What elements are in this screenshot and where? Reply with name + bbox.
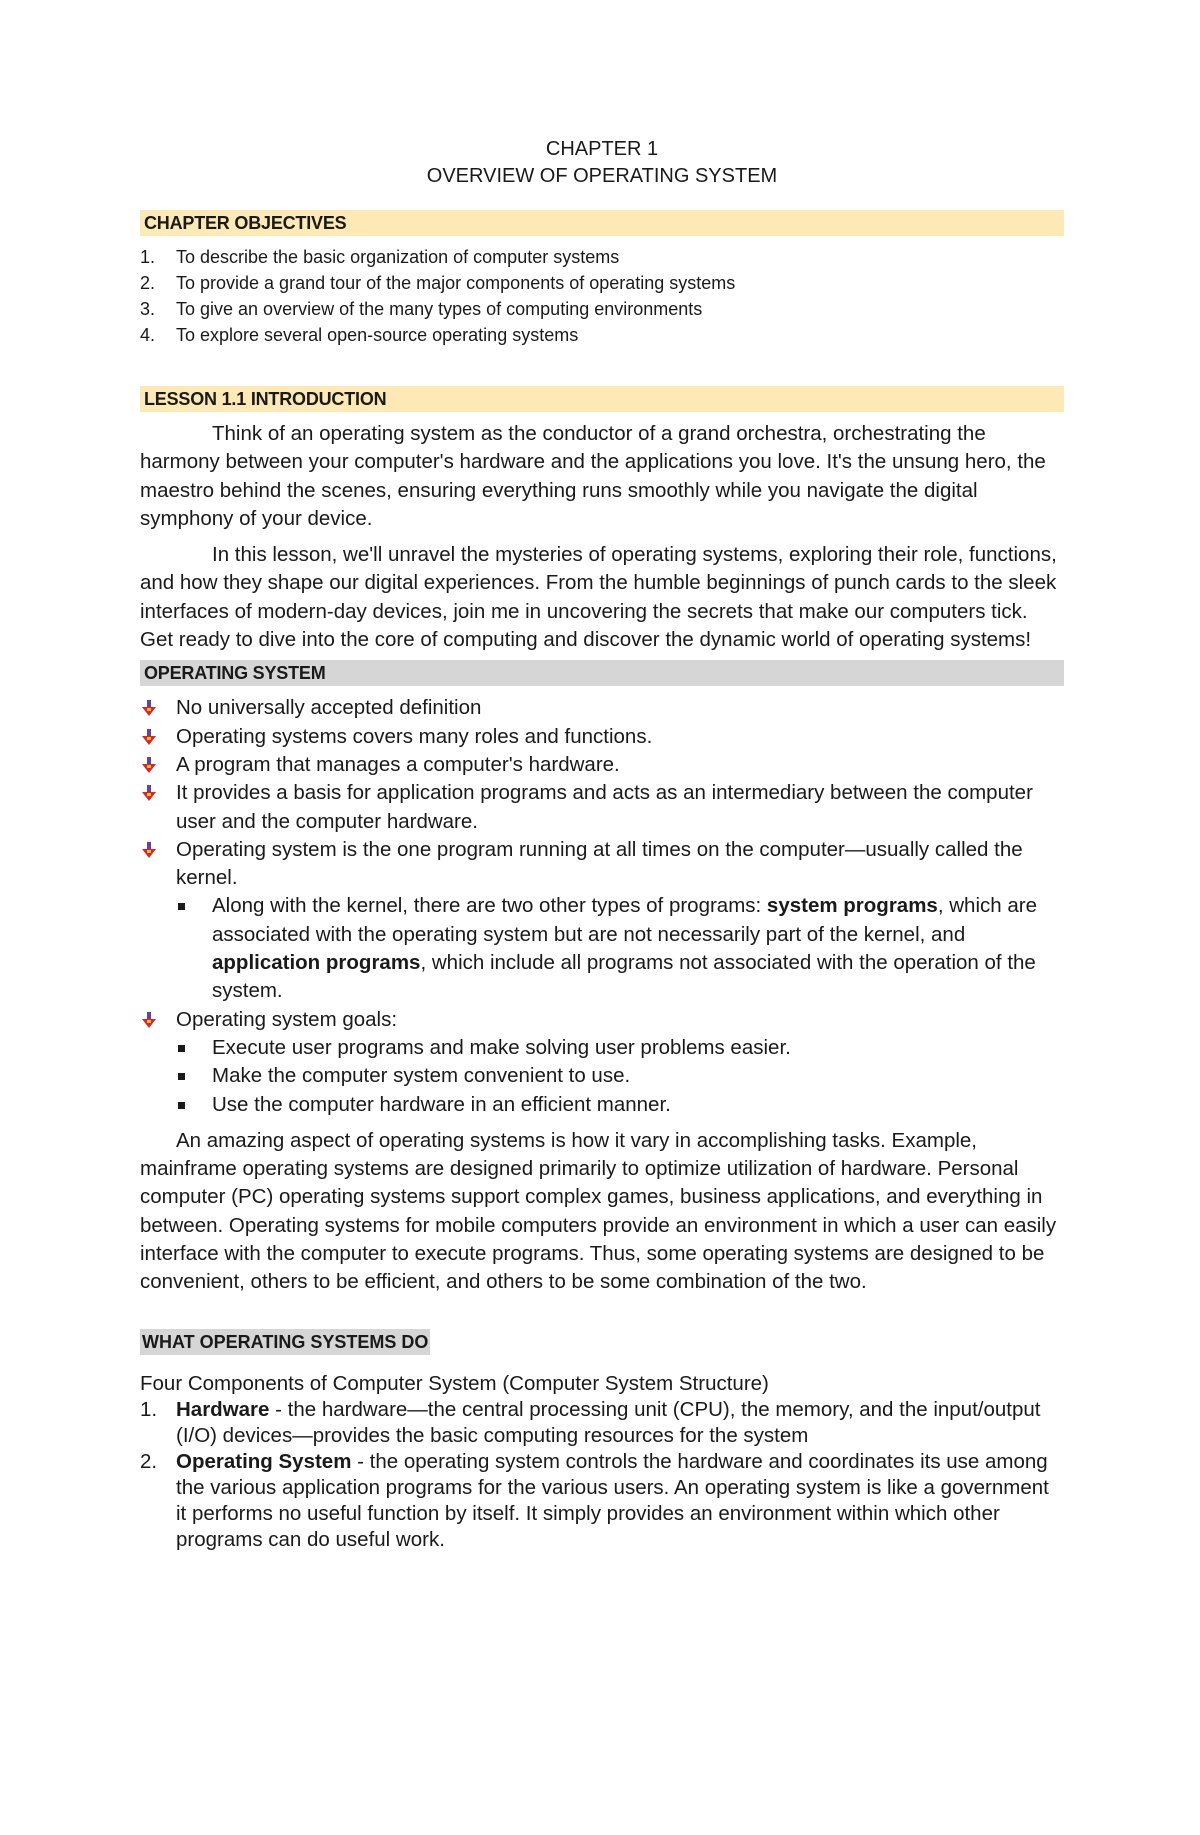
- list-item: Make the computer system convenient to use.: [176, 1062, 1064, 1090]
- down-arrow-icon: [140, 728, 158, 746]
- document-content: [140, 136, 1064, 1553]
- list-item: 3. To give an overview of the many types of computing environments: [140, 299, 703, 319]
- system-programs-term: system programs: [766, 894, 938, 918]
- kernel-sublist: [176, 892, 1064, 1005]
- chapter-number: CHAPTER 1: [545, 138, 659, 160]
- down-arrow-icon: [140, 784, 158, 802]
- list-item: 2. Operating System - the operating system controls the hardware and coordinates its use among the various application programs for the various users. An operating system is like a government it performs no useful function by itself. It simply provides an environment within which other programs can do useful work.: [140, 1449, 1049, 1551]
- what-heading: WHAT OPERATING SYSTEMS DO: [140, 1329, 430, 1355]
- list-item: Operating system goals: Execute user programs and make solving user problems easier. Make the computer system convenient to use. Use the computer hardware in an efficient manner.: [140, 1006, 1064, 1119]
- list-item: A program that manages a computer's hardware.: [140, 751, 1064, 779]
- lesson-paragraph-1: Think of an operating system as the conductor of a grand orchestra, orchestrating the harmony between your computer's hardware and the applications you love. It's the unsung hero, the maestro behind the scenes, ensuring everything runs smoothly while you navigate the digital symphony of your device.: [140, 422, 1046, 530]
- list-item: 2. To provide a grand tour of the major components of operating systems: [140, 273, 736, 293]
- square-bullet-icon: [178, 1102, 185, 1109]
- os-heading: OPERATING SYSTEM: [140, 660, 1064, 686]
- down-arrow-icon: [140, 1011, 158, 1029]
- application-programs-term: application programs: [212, 951, 421, 975]
- square-bullet-icon: [178, 1045, 185, 1052]
- list-item: It provides a basis for application programs and acts as an intermediary between the computer user and the computer hardware.: [140, 779, 1064, 836]
- list-item: 1. To describe the basic organization of computer systems: [140, 247, 620, 267]
- what-heading-line: [140, 1329, 1064, 1355]
- list-item: Use the computer hardware in an efficient manner.: [176, 1091, 1064, 1119]
- list-item: 1. Hardware - the hardware—the central processing unit (CPU), the memory, and the input/output (I/O) devices—provides the basic computing resources for the system: [140, 1397, 1041, 1447]
- down-arrow-icon: [140, 756, 158, 774]
- objectives-heading: CHAPTER OBJECTIVES: [140, 210, 1064, 236]
- list-item: Execute user programs and make solving user problems easier.: [176, 1034, 1064, 1062]
- lesson-heading: LESSON 1.1 INTRODUCTION: [140, 386, 1064, 412]
- chapter-name: OVERVIEW OF OPERATING SYSTEM: [426, 165, 778, 187]
- component-label: Hardware: [176, 1397, 270, 1421]
- objectives-list: [140, 244, 1064, 348]
- down-arrow-icon: [140, 699, 158, 717]
- components-intro: Four Components of Computer System (Computer System Structure): [140, 1371, 769, 1395]
- list-item: Operating system is the one program running at all times on the computer—usually called the kernel. Along with the kernel, there are two other types of programs: system programs, which are associated with the operating system but are not necessarily part of the kernel, and application programs, which include all programs not associated with the operation of the system.: [140, 836, 1064, 1006]
- components-list: [140, 1397, 1064, 1553]
- list-item: 4. To explore several open-source operating systems: [140, 325, 579, 345]
- square-bullet-icon: [178, 1073, 185, 1080]
- list-item: Along with the kernel, there are two other types of programs: system programs, which are associated with the operating system but are not necessarily part of the kernel, and application programs, which include all programs not associated with the operation of the system.: [176, 892, 1064, 1005]
- component-label: Operating System: [176, 1449, 352, 1473]
- os-bullet-list: [140, 694, 1064, 1118]
- os-paragraph: An amazing aspect of operating systems is how it vary in accomplishing tasks. Example, mainframe operating systems are designed primarily to optimize utilization of hardware. Personal computer (PC) operating systems support complex games, business applications, and everything in between. Operating systems for mobile computers provide an environment in which a user can easily interface with the computer to execute programs. Thus, some operating systems are designed to be convenient, others to be efficient, and others to be some combination of the two.: [140, 1128, 1057, 1294]
- lesson-paragraph-2: In this lesson, we'll unravel the mysteries of operating systems, exploring their role, functions, and how they shape our digital experiences. From the humble beginnings of punch cards to the sleek interfaces of modern-day devices, join me in uncovering the secrets that make our computers tick. Get ready to dive into the core of computing and discover the dynamic world of operating systems!: [140, 543, 1057, 652]
- chapter-title: [140, 136, 1064, 190]
- square-bullet-icon: [178, 903, 185, 910]
- list-item: Operating systems covers many roles and functions.: [140, 723, 1064, 751]
- goals-sublist: [176, 1034, 1064, 1119]
- list-item: No universally accepted definition: [140, 694, 1064, 722]
- down-arrow-icon: [140, 841, 158, 859]
